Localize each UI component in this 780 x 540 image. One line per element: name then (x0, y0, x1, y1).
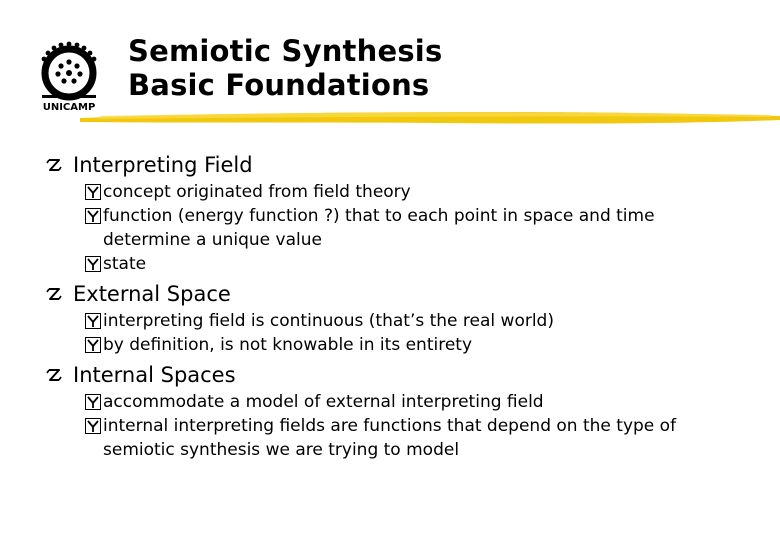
section-heading-text: External Space (73, 282, 231, 306)
list-item-text: by definition, is not knowable in its entirety (103, 335, 473, 355)
list-item (46, 333, 766, 357)
section-interpreting-field (46, 150, 766, 276)
list-item (46, 252, 766, 276)
list-item-text: interpreting field is continuous (that’s the real world) (103, 311, 554, 331)
section-internal-spaces (46, 360, 766, 462)
section-external-space (46, 279, 766, 357)
title-line-1: Semiotic Synthesis (128, 34, 443, 68)
z-bullet-icon (46, 157, 62, 173)
y-bullet-icon (85, 394, 101, 410)
list-item (46, 309, 766, 333)
list-item (46, 390, 766, 414)
z-bullet-icon (46, 367, 62, 383)
y-bullet-icon (85, 208, 101, 224)
section-heading (46, 150, 766, 180)
y-bullet-icon (85, 313, 101, 329)
list-item-text: concept originated from field theory (103, 182, 411, 202)
list-item-text: function (energy function ?) that to each point in space and time (103, 206, 655, 226)
section-heading-text: Internal Spaces (73, 363, 236, 387)
logo-graphic (34, 40, 104, 112)
list-item-text: internal interpreting fields are functions that depend on the type of (103, 416, 677, 436)
list-item-text-continuation: determine a unique value (103, 230, 322, 250)
y-bullet-icon (85, 337, 101, 353)
y-bullet-icon (85, 256, 101, 272)
list-item-text: accommodate a model of external interpreting field (103, 392, 544, 412)
list-item (46, 180, 766, 204)
list-item-text: state (103, 254, 147, 274)
logo-text: UNICAMP (42, 102, 96, 112)
z-bullet-icon (46, 286, 62, 302)
list-item (46, 204, 766, 252)
slide-title (128, 34, 442, 102)
list-item (46, 414, 766, 462)
title-brush-underline (80, 104, 780, 128)
y-bullet-icon (85, 418, 101, 434)
slide-body (46, 150, 766, 465)
section-heading (46, 279, 766, 309)
title-line-2: Basic Foundations (128, 68, 430, 102)
unicamp-logo-icon (34, 40, 104, 112)
section-heading-text: Interpreting Field (73, 153, 253, 177)
y-bullet-icon (85, 184, 101, 200)
list-item-text-continuation: semiotic synthesis we are trying to model (103, 440, 460, 460)
section-heading (46, 360, 766, 390)
